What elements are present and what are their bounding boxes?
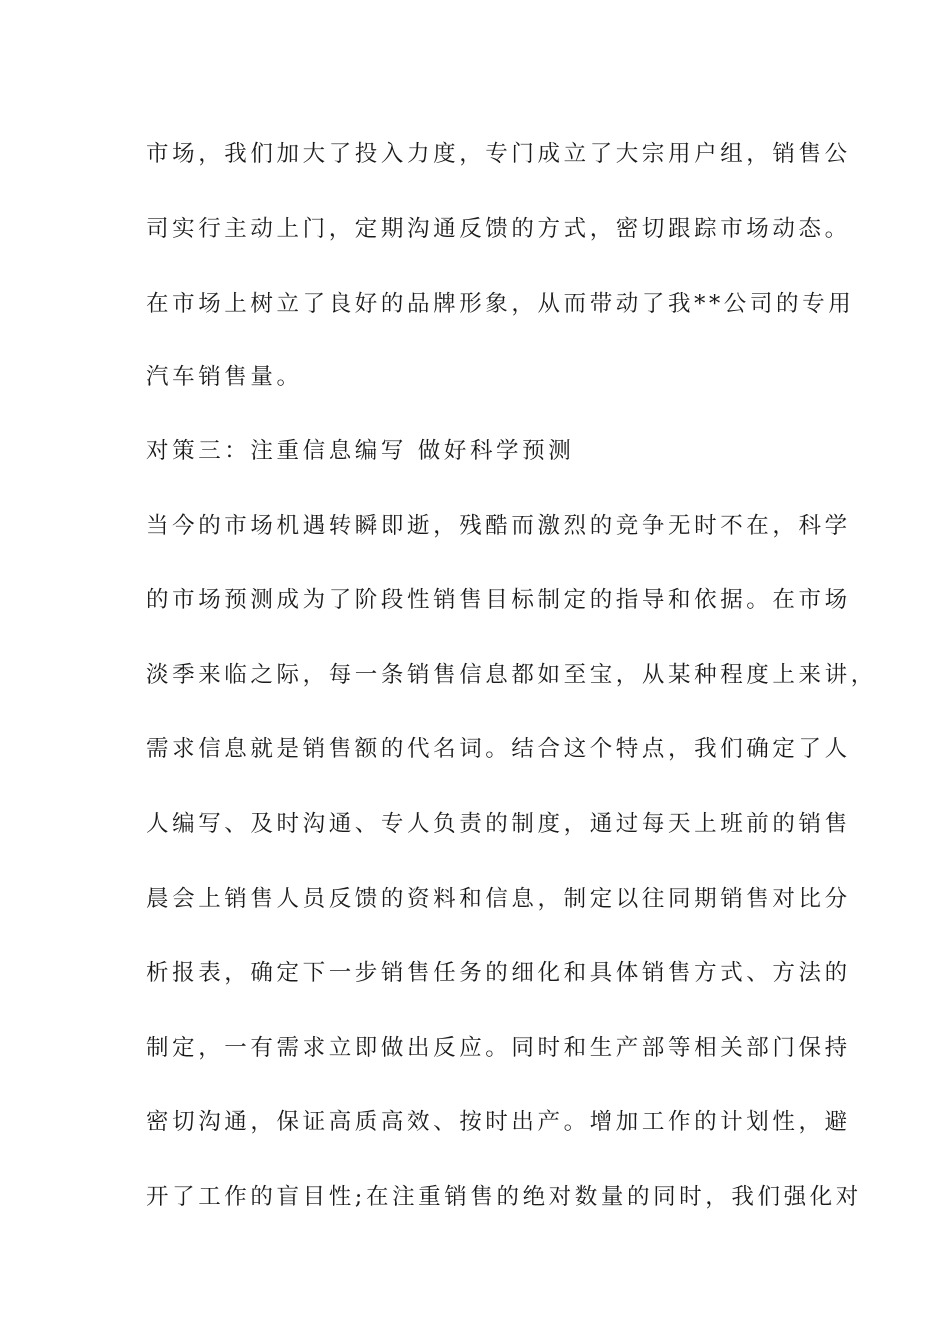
text-line: 人编写、及时沟通、专人负责的制度，通过每天上班前的销售 — [146, 811, 851, 837]
section-heading: 对策三：注重信息编写 做好科学预测 — [146, 438, 575, 464]
text-line: 密切沟通，保证高质高效、按时出产。增加工作的计划性，避 — [146, 1109, 851, 1135]
text-line: 淡季来临之际，每一条销售信息都如至宝，从某种程度上来讲， — [146, 662, 877, 688]
text-line: 市场，我们加大了投入力度，专门成立了大宗用户组，销售公 — [146, 141, 851, 167]
text-line: 当今的市场机遇转瞬即逝，残酷而激烈的竞争无时不在，科学 — [146, 513, 851, 539]
text-line: 晨会上销售人员反馈的资料和信息，制定以往同期销售对比分 — [146, 886, 851, 912]
text-line: 的市场预测成为了阶段性销售目标制定的指导和依据。在市场 — [146, 587, 851, 613]
text-line: 制定，一有需求立即做出反应。同时和生产部等相关部门保持 — [146, 1035, 851, 1061]
text-line: 开了工作的盲目性;在注重销售的绝对数量的同时，我们强化对 — [146, 1184, 862, 1210]
text-line: 司实行主动上门，定期沟通反馈的方式，密切跟踪市场动态。 — [146, 216, 851, 242]
text-line: 需求信息就是销售额的代名词。结合这个特点，我们确定了人 — [146, 736, 851, 762]
text-line: 汽车销售量。 — [146, 364, 303, 390]
text-line: 析报表，确定下一步销售任务的细化和具体销售方式、方法的 — [146, 960, 851, 986]
text-line: 在市场上树立了良好的品牌形象，从而带动了我**公司的专用 — [146, 291, 855, 317]
